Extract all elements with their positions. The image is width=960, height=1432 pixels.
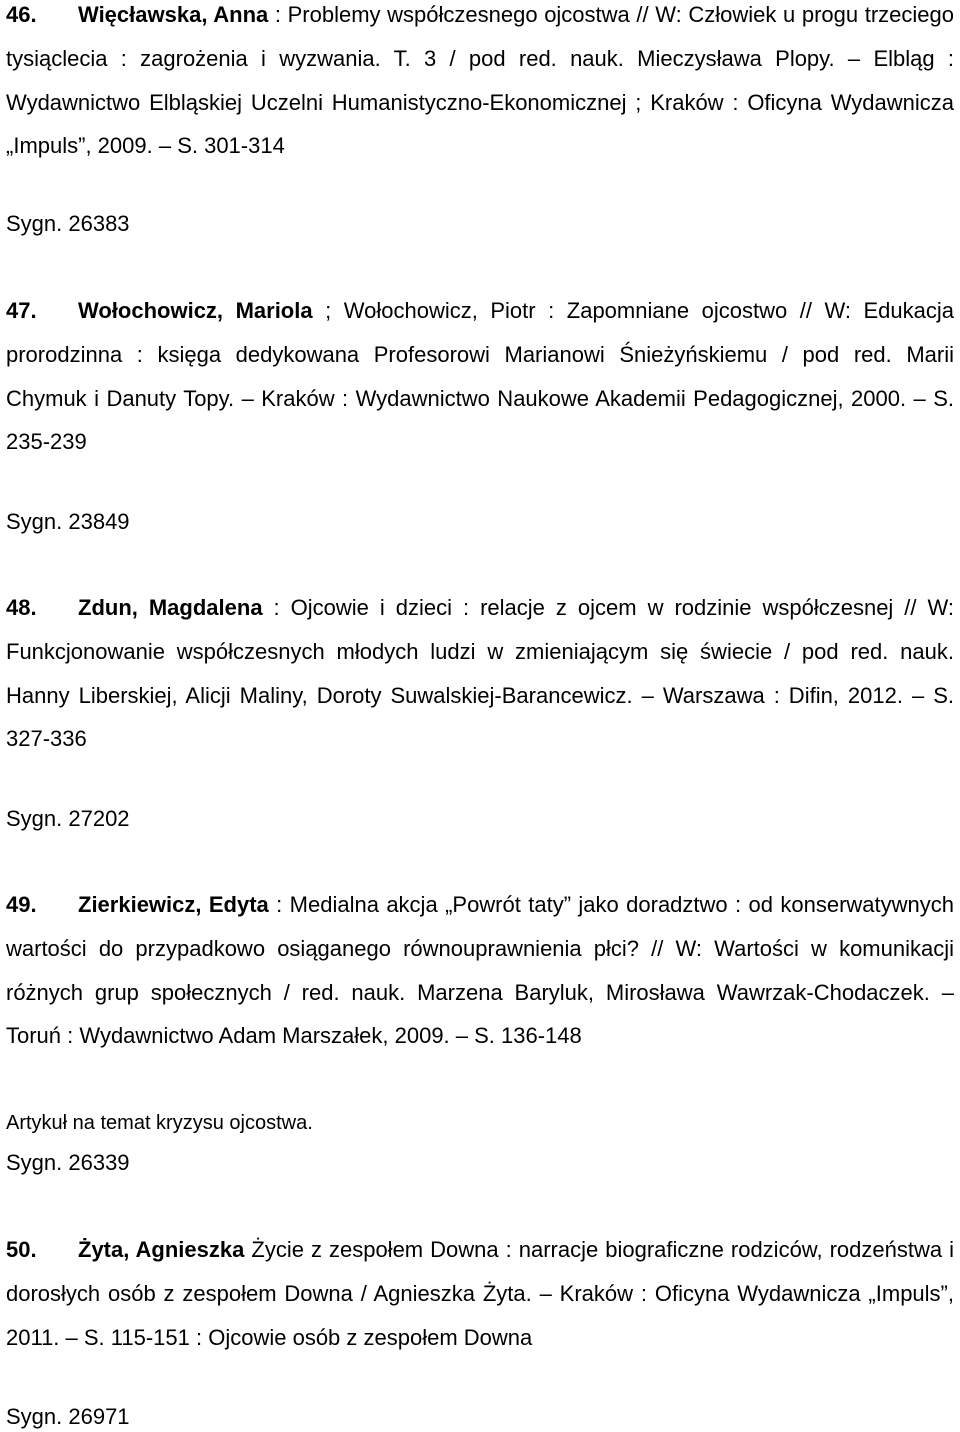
entry-number: 50. bbox=[6, 1237, 37, 1262]
entry-number: 47. bbox=[6, 298, 37, 323]
entry-citation bbox=[6, 289, 954, 464]
entry-note: Artykuł na temat kryzysu ojcostwa. bbox=[6, 1112, 313, 1134]
entry-citation bbox=[6, 0, 954, 168]
entry-description: : Ojcowie i dzieci : relacje z ojcem w rodzinie współczesnej // W: Funkcjonowanie współczesnych młodych ludzi w zmieniającym się świecie / pod red. nauk. Hanny Liberskiej, Alicji Maliny, Doroty Suwalskiej-Barancewicz. – Warszawa : Difin, 2012. – S. 327-336 bbox=[6, 595, 954, 752]
entry-author: Zierkiewicz, Edyta bbox=[78, 892, 269, 917]
bibliography-entry bbox=[6, 586, 954, 761]
bibliography-entry bbox=[6, 289, 954, 464]
entry-author: Zdun, Magdalena bbox=[78, 595, 263, 620]
entry-signature: Sygn. 26339 bbox=[6, 1150, 130, 1175]
entry-signature: Sygn. 26971 bbox=[6, 1404, 130, 1429]
entry-author: Więcławska, Anna bbox=[78, 2, 269, 27]
entry-number: 48. bbox=[6, 595, 37, 620]
bibliography-entry bbox=[6, 883, 954, 1058]
entry-signature: Sygn. 26383 bbox=[6, 211, 130, 236]
entry-description: : Problemy współczesnego ojcostwa // W: Człowiek u progu trzeciego tysiąclecia : zagrożenia i wyzwania. T. 3 / pod red. nauk. Mieczysława Plopy. – Elbląg : Wydawnictwo Elbląskiej Uczelni Humanistyczno-Ekonomicznej ; Kraków : Oficyna Wydawnicza „Impuls”, 2009. – S. 301-314 bbox=[6, 2, 955, 159]
bibliography-entry bbox=[6, 0, 954, 168]
entry-author: Żyta, Agnieszka bbox=[78, 1237, 245, 1262]
entry-number: 49. bbox=[6, 892, 37, 917]
bibliography-entry bbox=[6, 1228, 954, 1359]
entry-citation bbox=[6, 883, 954, 1058]
entry-number: 46. bbox=[6, 2, 37, 27]
entry-citation bbox=[6, 1228, 954, 1359]
entry-author: Wołochowicz, Mariola bbox=[78, 298, 313, 323]
entry-description: Życie z zespołem Downa : narracje biograficzne rodziców, rodzeństwa i dorosłych osób z zespołem Downa / Agnieszka Żyta. – Kraków : Oficyna Wydawnicza „Impuls”, 2011. – S. 115-151 : Ojcowie osób z zespołem Downa bbox=[6, 1237, 955, 1350]
entry-description: ; Wołochowicz, Piotr : Zapomniane ojcostwo // W: Edukacja prorodzinna : księga dedykowana Profesorowi Marianowi Śnieżyńskiemu / pod red. Marii Chymuk i Danuty Topy. – Kraków : Wydawnictwo Naukowe Akademii Pedagogicznej, 2000. – S. 235-239 bbox=[6, 298, 954, 455]
entry-signature: Sygn. 27202 bbox=[6, 806, 130, 831]
entry-citation bbox=[6, 586, 954, 761]
entry-signature: Sygn. 23849 bbox=[6, 509, 130, 534]
entry-description: : Medialna akcja „Powrót taty” jako doradztwo : od konserwatywnych wartości do przypadkowo osiąganego równouprawnienia płci? // W: Wartości w komunikacji różnych grup społecznych / red. nauk. Marzena Baryluk, Mirosława Wawrzak-Chodaczek. – Toruń : Wydawnictwo Adam Marszałek, 2009. – S. 136-148 bbox=[6, 892, 954, 1049]
